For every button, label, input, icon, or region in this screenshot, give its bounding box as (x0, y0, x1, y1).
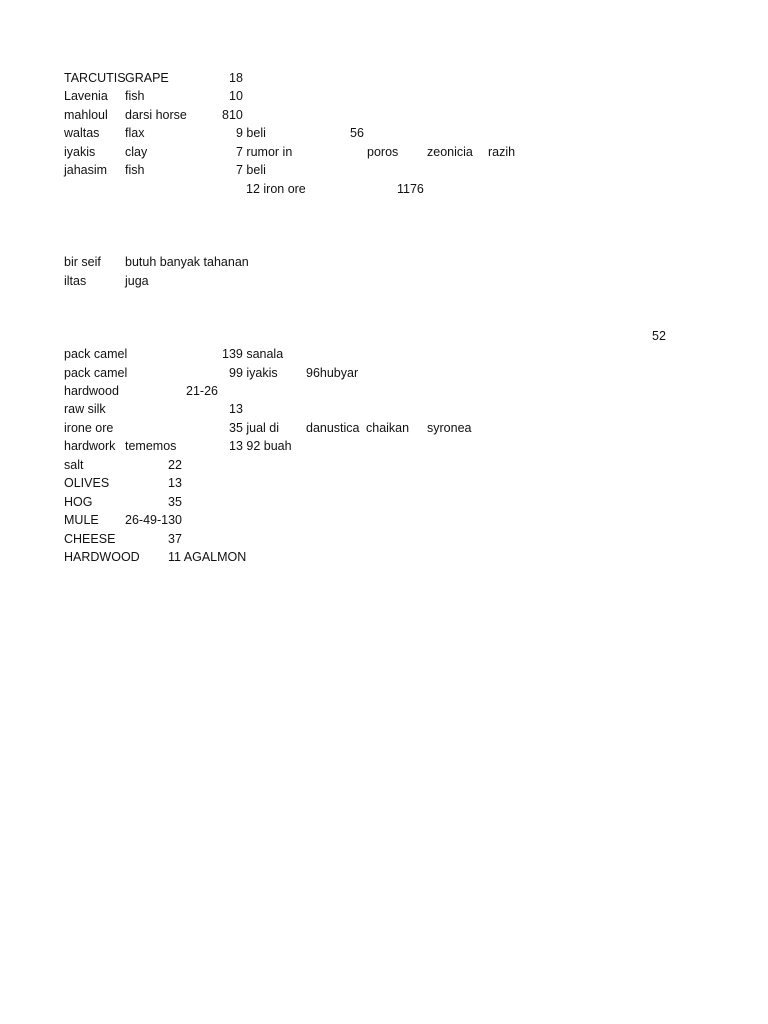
cell-value: 1176 (397, 182, 424, 196)
cell-item: HARDWOOD (64, 550, 140, 564)
cell-note: 35 jual di (229, 421, 280, 435)
cell-note: 139 sanala (222, 347, 284, 361)
cell-qty: 26-49-130 (125, 513, 182, 527)
cell-note: 7 rumor in (236, 145, 293, 159)
cell-item: clay (125, 145, 148, 159)
cell-note: 96hubyar (306, 366, 359, 380)
cell-item: fish (125, 163, 145, 177)
cell-name: TARCUTIS (64, 71, 126, 85)
cell-item: fish (125, 89, 145, 103)
cell-item: MULE (64, 513, 99, 527)
cell-name: waltas (64, 126, 100, 140)
cell-item: pack camel (64, 347, 128, 361)
cell-note: 13 92 buah (229, 439, 292, 453)
cell-qty: 21-26 (186, 384, 218, 398)
cell-place: poros (367, 145, 399, 159)
cell-item: darsi horse (125, 108, 187, 122)
cell-item: raw silk (64, 402, 106, 416)
cell-qty: 13 (229, 402, 243, 416)
cell-note: juga (125, 274, 149, 288)
cell-note: 9 beli (236, 126, 266, 140)
cell-note: butuh banyak tahanan (125, 255, 249, 269)
cell-value: 56 (350, 126, 364, 140)
cell-qty: 37 (168, 532, 182, 546)
cell-note: 7 beli (236, 163, 266, 177)
cell-name: jahasim (64, 163, 108, 177)
cell-value: 52 (652, 329, 666, 343)
cell-item: irone ore (64, 421, 114, 435)
cell-qty: 18 (229, 71, 243, 85)
cell-place: syronea (427, 421, 472, 435)
cell-place: razih (488, 145, 516, 159)
cell-name: mahloul (64, 108, 108, 122)
cell-place: tememos (125, 439, 177, 453)
cell-name: iyakis (64, 145, 96, 159)
cell-item: pack camel (64, 366, 128, 380)
cell-place: danustica (306, 421, 360, 435)
cell-name: bir seif (64, 255, 101, 269)
cell-name: Lavenia (64, 89, 108, 103)
cell-qty: 13 (168, 476, 182, 490)
cell-qty: 35 (168, 495, 182, 509)
cell-item: salt (64, 458, 84, 472)
cell-item: GRAPE (125, 71, 169, 85)
cell-name: iltas (64, 274, 87, 288)
cell-qty: 810 (222, 108, 243, 122)
cell-item: CHEESE (64, 532, 116, 546)
cell-item: HOG (64, 495, 93, 509)
cell-place: chaikan (366, 421, 410, 435)
cell-item: flax (125, 126, 145, 140)
cell-item: hardwood (64, 384, 119, 398)
cell-note: 11 AGALMON (168, 550, 247, 564)
cell-qty: 10 (229, 89, 243, 103)
cell-note: 12 iron ore (246, 182, 306, 196)
cell-place: zeonicia (427, 145, 473, 159)
cell-item: hardwork (64, 439, 116, 453)
cell-qty: 22 (168, 458, 182, 472)
cell-item: OLIVES (64, 476, 110, 490)
cell-note: 99 iyakis (229, 366, 278, 380)
